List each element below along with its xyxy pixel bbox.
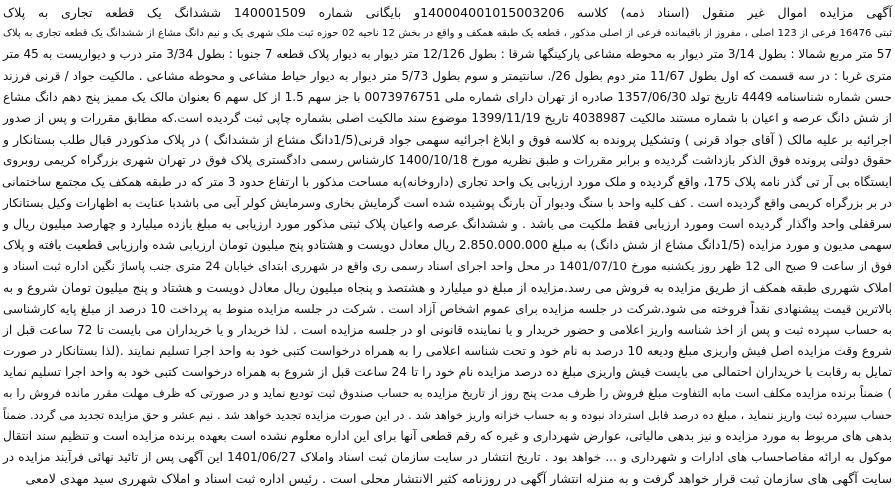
- notice-line-9: ایستگاه بی آر تی گذر نامه پلاک 175، واقع گردیده و ملک مورد ارزیابی یک واحد تجاری (داروخانه)به مساحت مذکور با ارتفاع حدود 3 متر که در طبقه همکف یک مجتمع ساختمانی: [1, 174, 892, 189]
- notice-line-14: املاک شهرری طبقه همکف از طریق مزایده به فروش می رسد.مزایده از مبلغ دو میلیارد و هشتصد و پنجاه میلیون ریال معادل دویست و هشتاد و پنج میلیون تومان شروع و به: [3, 280, 892, 296]
- notice-line-10: در بر بزرگراه کریمی واقع گردیده است . کف کلیه واحد با سنگ ودیوار آن بارنگ پوشیده شده است گرمایش بخاری وسرمایش کولر آبی می باشدبا عنایت به اظهارات وکیل بستانکار: [3, 195, 892, 210]
- notice-line-12: سهمی مدیون و مورد مزایده (1/5دانگ مشاع از شش دانگ) به مبلغ 2.850.000.000 ریال معادل دویست و هشتادو پنج میلیون تومان ارزیابی شده وارزیابی قطعیت یافته و پلاک: [3, 238, 892, 253]
- notice-line-23: سایت آگهی های سازمان ثبت قرار خواهد گرفت و به منزله انتشار آگهی در روزنامه کثیر الانتشار محلی است . رئیس اداره ثبت اسناد و املاک شهرری سید مهدی لامعی: [25, 471, 892, 487]
- notice-line-13: فوق از ساعت 9 صبح الی 12 ظهر روز یکشنبه مورخ 1401/07/10 در محل واحد اجرای اسناد رسمی ری واقع در شهرری ابتدای خیابان 24 متری جنب پاساژ نگین اداره ثبت اسناد و: [3, 259, 893, 274]
- notice-line-21: بدهی های مربوط به مورد مزایده و نیز بدهی مالیاتی، عوارض شهرداری و غیره که رقم قطعی آنها برای این اداره معلوم نشده است بعهده برنده مزایده است و تنظیم سند انتقال: [3, 428, 892, 443]
- notice-line-7: اجرائیه بر علیه مالک ( آقای جواد قرنی ) وتشکیل پرونده به کلاسه فوق و ابلاغ اجرائیه سهمی جواد قرنی(1/5دانگ مشاع از ششدانگ ) در پلاک مذکوردر قبال طلب بستانکار و: [3, 132, 892, 148]
- notice-line-8: حقوق دولتی پرونده فوق الذکر بازداشت گردیده و برابر مقررات و طبق نظریه مورخ 1400/10/18 کارشناس رسمی دادگستری پلاک فوق در تهران شهری بزرگراه کریمی روبروی: [3, 153, 892, 168]
- notice-line-18: تمایل به رقابت با خریداران احتمالی می بایست فیش واریزی مبلغ ده درصد مزایده نام خود را تا 24 ساعت قبل از شروع به همراه درخواست کتبی خود به واحد اجرا تسلیم نماید: [3, 365, 892, 380]
- notice-line-6: از شش دانگ عرصه و اعیان با شماره مستند مالکیت 4038987 تاریخ 1399/11/19 موضوع سند مالکیت اصلی بشماره چاپی ثبت گردیده است.که مطابق مقررات و پس از صدور: [3, 110, 893, 125]
- notice-line-20: حساب سپرده ثبت واریز ننماید ، مبلغ ده درصد قابل استرداد نبوده و به حساب خزانه واریز خواهد شد . در این صورت مزایده تجدید خواهد شد . نیم عشر و حق مزایده تجدید می گردد. ضمناً: [3, 407, 892, 422]
- notice-line-5: حسن شماره شناسنامه 4449 تاریخ تولد 1357/06/30 صادره از تهران دارای شماره ملی 0073976751 با جز سهم 1.5 از کل سهم 6 بعنوان مالک یک ممیز پنج دهم دانگ مشاع: [3, 89, 892, 104]
- notice-line-15: بالاترین قیمت پیشنهادی نقداً فروخته می شود.شرکت در جلسه مزایده برای عموم اشخاص آزاد است . شرکت در جلسه مزایده منوط به پرداخت 10 درصد از مبلغ پایه کارشناسی: [3, 301, 892, 316]
- notice-line-16: به حساب سپرده ثبت و پس از اخذ شناسه واریز اعلامی و حضور خریدار و یا نماینده قانونی او در جلسه مزایده است . لذا خریدار و یا خریداران می بایست تا 72 ساعت قبل از: [3, 322, 892, 337]
- notice-line-17: شروع وقت مزایده اصل فیش واریزی مبلغ ودیعه 10 درصد به نام خود و تحت شناسه اعلامی را به همراه درخواست کتبی خود به واحد اجرا تسلیم نمایند .(لذا بستانکار در صورت: [3, 344, 892, 358]
- notice-line-2: ثبتی 16476 فرعی از 123 اصلی ، مفروز از باقیمانده فرعی از اصلی مذکور ، قطعه یک طبقه همکف و واقع در بخش 12 ناحیه 02 حوزه ثبت ملک شهری یک و نیم دانگ مشاع از ششدانگ یک قطعه تجاری به پلاک: [3, 28, 893, 40]
- notice-line-1: آگهی مزایده اموال غیر منقول (اسناد ذمه) کلاسه 140004001015003206و بایگانی شماره 140001509 ششدانگ یک قطعه تجاری به پلاک: [3, 5, 892, 20]
- notice-line-19: ) ضمناً برنده مزایده مکلف است مابه التفاوت مبلغ فروش را ظرف مدت پنج روز از تاریخ مزایده به حساب صندوق ثبت تودیع نماید و در صورتی که ظرف مهلت مقرر مانده فروش را به: [3, 386, 892, 401]
- notice-line-11: سرقفلی واحد واگذار گردیده است ومورد ارزیابی فقط ملکیت می باشد . و ششدانگ عرصه واعیان پلاک ثبتی مذکور مورد ارزیابی به مبلغ یازده میلیارد و چهارصد میلیون ریال و: [3, 216, 892, 231]
- notice-line-22: موکول به ارائه مفاصاحساب های ادارات و شهرداری و ... خواهد بود . تاریخ انتشار در سایت سازمان ثبت اسناد واملاک 1401/06/27 این آگهی پس از تائید نهائی فرآیند مزایده در: [3, 449, 892, 464]
- notice-line-3: 57 متر مربع شمالا : بطول 3/14 متر دیوار به محوطه مشاعی پارکینگها شرقا : بطول 12/126 متر دیوار به دیوار پلاک قطعه 7 جنوبا : بطول 3/34 متر درب و دیواریست به 45 متر: [3, 47, 892, 62]
- notice-line-4: متری غربا : در سه قسمت که اول بطول 11/67 متر دوم بطول 26/. سانتیمتر و سوم بطول 5/73 متر دیوار به دیوار حیاط مشاعی و محوطه مشاعی . مالکیت جواد / قرنی فرزند: [3, 68, 892, 83]
